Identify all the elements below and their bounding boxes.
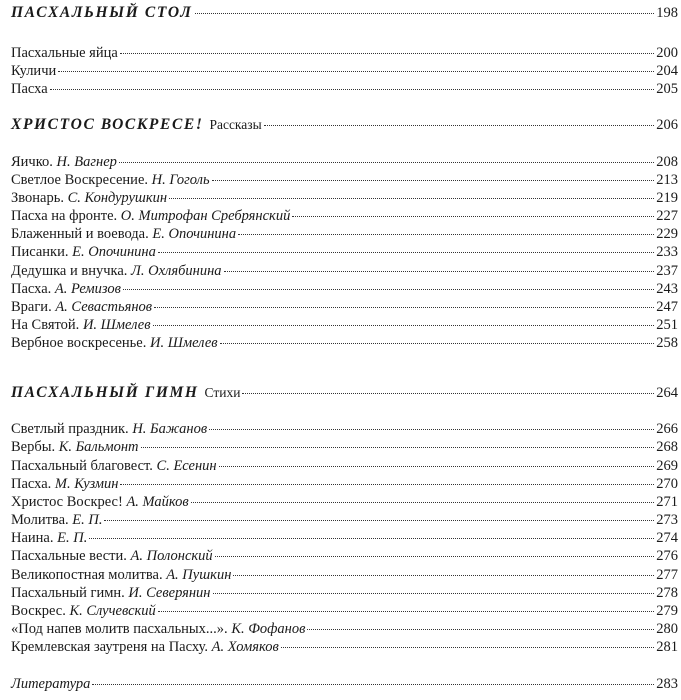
dot-leader xyxy=(224,271,655,272)
dot-leader xyxy=(281,647,655,648)
section-subtitle: Стихи xyxy=(204,385,241,400)
toc-entry xyxy=(11,280,678,298)
page-number: 204 xyxy=(656,63,678,79)
section-heading xyxy=(11,116,678,134)
toc-entry xyxy=(11,493,678,511)
toc-entry xyxy=(11,602,678,620)
entry-author: С. Есенин xyxy=(156,458,217,474)
entry-title: Куличи xyxy=(11,63,57,79)
dot-leader xyxy=(209,429,654,430)
entry-title: Пасхальные яйца xyxy=(11,45,118,61)
dot-leader xyxy=(123,289,654,290)
entry-author: Е. П. xyxy=(57,530,88,546)
entry-title: Молитва. xyxy=(11,512,69,528)
entry-title: Писанки. xyxy=(11,244,69,260)
dot-leader xyxy=(212,180,655,181)
page-number: 274 xyxy=(656,530,678,546)
dot-leader xyxy=(191,502,655,503)
page-number: 251 xyxy=(656,317,678,333)
toc-entry xyxy=(11,262,678,280)
page-number: 227 xyxy=(656,208,678,224)
page-number: 273 xyxy=(656,512,678,528)
entry-title: Пасхальные вести. xyxy=(11,548,127,564)
dot-leader xyxy=(158,252,654,253)
section-subtitle: Рассказы xyxy=(209,117,262,132)
dot-leader xyxy=(58,71,654,72)
toc-entry xyxy=(11,153,678,171)
page-number: 206 xyxy=(656,117,678,133)
dot-leader xyxy=(89,538,654,539)
page-number: 198 xyxy=(656,5,678,21)
toc-entry xyxy=(11,620,678,638)
page-number: 283 xyxy=(656,676,678,692)
entry-author: К. Фофанов xyxy=(231,621,306,637)
page-number: 277 xyxy=(656,567,678,583)
section-heading xyxy=(11,4,678,22)
toc-entry xyxy=(11,334,678,352)
entry-author: А. Севастьянов xyxy=(55,299,153,315)
entry-author: А. Майков xyxy=(126,494,189,510)
literature-title: Литература xyxy=(11,676,91,692)
entry-author: К. Случевский xyxy=(69,603,156,619)
page-number: 200 xyxy=(656,45,678,61)
toc-entry xyxy=(11,316,678,334)
page-number: 213 xyxy=(656,172,678,188)
toc-entry xyxy=(11,511,678,529)
page-number: 281 xyxy=(656,639,678,655)
page-number: 271 xyxy=(656,494,678,510)
dot-leader xyxy=(215,556,655,557)
dot-leader xyxy=(158,611,654,612)
entry-author: Е. Опочинина xyxy=(72,244,156,260)
toc-entry xyxy=(11,225,678,243)
toc-entry xyxy=(11,189,678,207)
dot-leader xyxy=(154,307,654,308)
dot-leader xyxy=(169,198,654,199)
toc-entry xyxy=(11,80,678,98)
dot-leader xyxy=(119,162,654,163)
dot-leader xyxy=(238,234,654,235)
toc-entry xyxy=(11,566,678,584)
page-number: 229 xyxy=(656,226,678,242)
page-number: 270 xyxy=(656,476,678,492)
toc-entry xyxy=(11,298,678,316)
section-heading xyxy=(11,384,678,402)
entry-title: Звонарь. xyxy=(11,190,64,206)
toc-entry xyxy=(11,638,678,656)
toc-entry xyxy=(11,207,678,225)
section-title: ПАСХАЛЬНЫЙ ГИМН xyxy=(11,384,199,401)
toc-entry xyxy=(11,475,678,493)
dot-leader xyxy=(219,466,655,467)
page-number: 280 xyxy=(656,621,678,637)
entry-title: Вербное воскресенье. xyxy=(11,335,147,351)
entry-title: Блаженный и воевода. xyxy=(11,226,149,242)
page-number: 233 xyxy=(656,244,678,260)
dot-leader xyxy=(50,89,655,90)
toc-entry xyxy=(11,420,678,438)
entry-author: И. Шмелев xyxy=(82,317,151,333)
dot-leader xyxy=(92,684,654,685)
toc-entry xyxy=(11,438,678,456)
section-title: ПАСХАЛЬНЫЙ СТОЛ xyxy=(11,4,193,21)
dot-leader xyxy=(264,125,655,126)
entry-author: И. Северянин xyxy=(128,585,211,601)
entry-author: Н. Бажанов xyxy=(132,421,208,437)
dot-leader xyxy=(213,593,655,594)
dot-leader xyxy=(120,484,654,485)
entry-title: Пасха. xyxy=(11,476,52,492)
entry-title: На Святой. xyxy=(11,317,80,333)
entry-title: Пасхальный гимн. xyxy=(11,585,125,601)
entry-author: М. Кузмин xyxy=(54,476,119,492)
page-number: 278 xyxy=(656,585,678,601)
entry-title: Светлое Воскресение. xyxy=(11,172,149,188)
page-number: 268 xyxy=(656,439,678,455)
page-number: 247 xyxy=(656,299,678,315)
page-number: 264 xyxy=(656,385,678,401)
entry-title: Христос Воскрес! xyxy=(11,494,123,510)
entry-author: Н. Гоголь xyxy=(151,172,210,188)
entry-author: А. Хомяков xyxy=(211,639,279,655)
entry-title: Светлый праздник. xyxy=(11,421,129,437)
toc-entry xyxy=(11,584,678,602)
page-number: 237 xyxy=(656,263,678,279)
entry-author: С. Кондурушкин xyxy=(67,190,168,206)
dot-leader xyxy=(195,13,655,14)
dot-leader xyxy=(153,325,655,326)
toc-entry xyxy=(11,547,678,565)
page-number: 219 xyxy=(656,190,678,206)
dot-leader xyxy=(307,629,654,630)
toc-entry xyxy=(11,529,678,547)
page-number: 276 xyxy=(656,548,678,564)
page-number: 208 xyxy=(656,154,678,170)
entry-author: А. Ремизов xyxy=(54,281,121,297)
dot-leader xyxy=(233,575,654,576)
entry-title: Великопостная молитва. xyxy=(11,567,163,583)
entry-author: Н. Вагнер xyxy=(56,154,117,170)
entry-author: Е. Опочинина xyxy=(152,226,237,242)
page-number: 279 xyxy=(656,603,678,619)
entry-author: А. Полонский xyxy=(130,548,213,564)
entry-title: Враги. xyxy=(11,299,52,315)
entry-title: Яичко. xyxy=(11,154,53,170)
entry-title: Наина. xyxy=(11,530,54,546)
entry-author: И. Шмелев xyxy=(149,335,218,351)
entry-author: К. Бальмонт xyxy=(58,439,139,455)
entry-author: Е. П. xyxy=(72,512,103,528)
literature-entry xyxy=(11,675,678,693)
dot-leader xyxy=(141,447,655,448)
dot-leader xyxy=(104,520,654,521)
page-number: 243 xyxy=(656,281,678,297)
toc-entry xyxy=(11,457,678,475)
section-title: ХРИСТОС ВОСКРЕСЕ! xyxy=(11,116,204,133)
toc-entry xyxy=(11,44,678,62)
entry-author: Л. Охлябинина xyxy=(131,263,222,279)
toc-entry xyxy=(11,243,678,261)
dot-leader xyxy=(120,53,654,54)
toc-entry xyxy=(11,171,678,189)
page-number: 269 xyxy=(656,458,678,474)
entry-author: А. Пушкин xyxy=(166,567,232,583)
dot-leader xyxy=(242,393,654,394)
entry-title: Пасха на фронте. xyxy=(11,208,118,224)
entry-title: Пасха xyxy=(11,81,48,97)
page-number: 205 xyxy=(656,81,678,97)
page-number: 258 xyxy=(656,335,678,351)
dot-leader xyxy=(292,216,654,217)
entry-title: Дедушка и внучка. xyxy=(11,263,128,279)
entry-title: Воскрес. xyxy=(11,603,66,619)
entry-title: Вербы. xyxy=(11,439,56,455)
entry-title: Кремлевская заутреня на Пасху. xyxy=(11,639,208,655)
entry-title: «Под напев молитв пасхальных...». xyxy=(11,621,228,637)
toc-entry xyxy=(11,62,678,80)
entry-title: Пасха. xyxy=(11,281,52,297)
entry-title: Пасхальный благовест. xyxy=(11,458,153,474)
page-number: 266 xyxy=(656,421,678,437)
entry-author: О. Митрофан Сребрянский xyxy=(120,208,291,224)
dot-leader xyxy=(220,343,655,344)
